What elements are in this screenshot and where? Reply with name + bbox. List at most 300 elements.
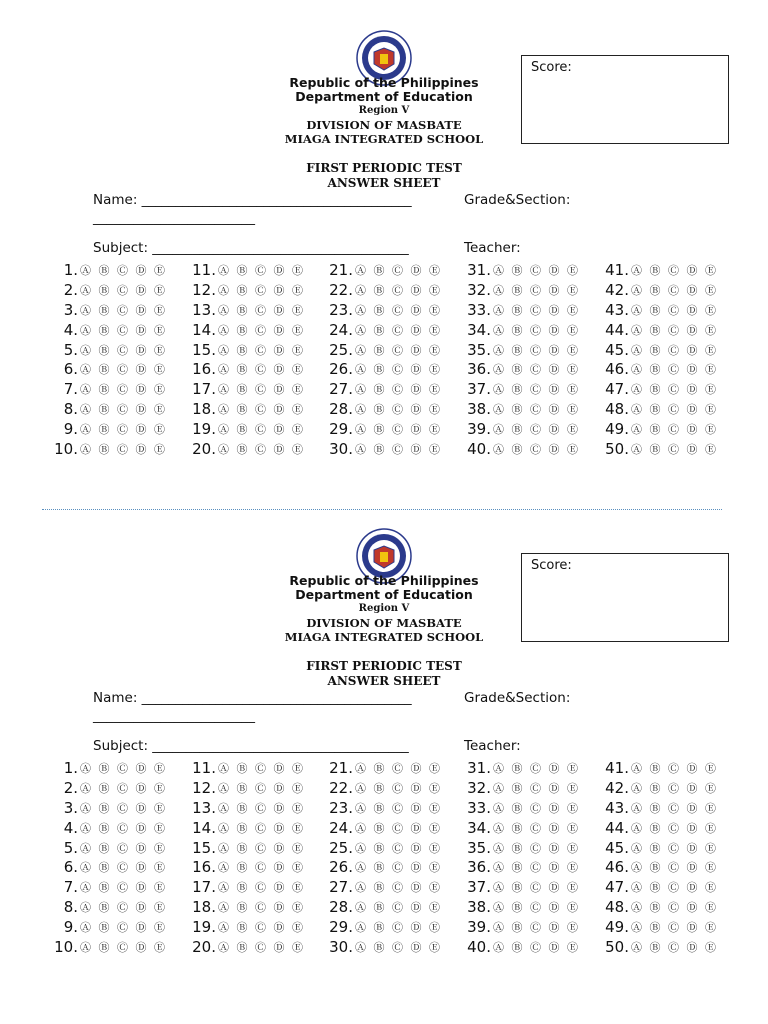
answer-bubbles[interactable]: Ⓐ Ⓑ Ⓒ Ⓓ Ⓔ [493,861,579,875]
answer-item [178,280,318,300]
answer-item [591,758,731,778]
answer-item [178,419,318,439]
item-number: 49. [605,918,629,937]
item-number: 48. [605,400,629,419]
answer-item [40,818,180,838]
answer-item [178,897,318,917]
answer-item [453,439,593,459]
answer-bubbles[interactable]: Ⓐ Ⓑ Ⓒ Ⓓ Ⓔ [355,442,441,456]
answer-item [453,897,593,917]
item-number: 3. [63,798,78,817]
answer-column-3 [315,260,455,459]
item-number: 47. [605,878,629,897]
answer-bubbles[interactable]: Ⓐ Ⓑ Ⓒ Ⓓ Ⓔ [493,343,579,357]
item-number: 35. [467,340,491,359]
answer-bubbles[interactable]: Ⓐ Ⓑ Ⓒ Ⓓ Ⓔ [218,423,304,437]
teacher-field[interactable]: Teacher: [464,240,521,256]
item-number: 37. [467,878,491,897]
item-number: 17. [192,878,216,897]
answer-item [453,280,593,300]
item-number: 6. [63,858,78,877]
answer-bubbles[interactable]: Ⓐ Ⓑ Ⓒ Ⓓ Ⓔ [631,442,717,456]
answer-bubbles[interactable]: Ⓐ Ⓑ Ⓒ Ⓓ Ⓔ [631,263,717,277]
name-field-continuation[interactable]: ________________________ [93,210,255,226]
answer-item [40,439,180,459]
item-number: 10. [54,937,78,956]
answer-bubbles[interactable]: Ⓐ Ⓑ Ⓒ Ⓓ Ⓔ [631,423,717,437]
answer-item [591,937,731,957]
answer-item [591,877,731,897]
answer-column-1 [40,758,180,957]
answer-item [315,439,455,459]
answer-item [315,320,455,340]
answer-bubbles[interactable]: Ⓐ Ⓑ Ⓒ Ⓓ Ⓔ [631,363,717,377]
answer-bubbles[interactable]: Ⓐ Ⓑ Ⓒ Ⓓ Ⓔ [218,761,304,775]
answer-bubbles[interactable]: Ⓐ Ⓑ Ⓒ Ⓓ Ⓔ [80,303,166,317]
answer-bubbles[interactable]: Ⓐ Ⓑ Ⓒ Ⓓ Ⓔ [80,383,166,397]
answer-bubbles[interactable]: Ⓐ Ⓑ Ⓒ Ⓓ Ⓔ [355,283,441,297]
item-number: 14. [192,818,216,837]
answer-bubbles[interactable]: Ⓐ Ⓑ Ⓒ Ⓓ Ⓔ [218,263,304,277]
answer-bubbles[interactable]: Ⓐ Ⓑ Ⓒ Ⓓ Ⓔ [631,821,717,835]
answer-item [178,340,318,360]
answer-bubbles[interactable]: Ⓐ Ⓑ Ⓒ Ⓓ Ⓔ [355,303,441,317]
republic-label: Republic of the Philippines [289,573,479,588]
region-label: Region V [358,105,410,116]
answer-item [40,857,180,877]
answer-bubbles[interactable]: Ⓐ Ⓑ Ⓒ Ⓓ Ⓔ [80,940,166,954]
item-number: 8. [63,898,78,917]
answer-item [40,897,180,917]
test-title [234,659,534,689]
answer-bubbles[interactable]: Ⓐ Ⓑ Ⓒ Ⓓ Ⓔ [493,323,579,337]
item-number: 3. [63,300,78,319]
answer-bubbles[interactable]: Ⓐ Ⓑ Ⓒ Ⓓ Ⓔ [631,841,717,855]
item-number: 13. [192,300,216,319]
item-number: 22. [329,280,353,299]
answer-bubbles[interactable]: Ⓐ Ⓑ Ⓒ Ⓓ Ⓔ [631,781,717,795]
answer-item [40,937,180,957]
answer-item [40,917,180,937]
answer-bubbles[interactable]: Ⓐ Ⓑ Ⓒ Ⓓ Ⓔ [493,841,579,855]
answer-bubbles[interactable]: Ⓐ Ⓑ Ⓒ Ⓓ Ⓔ [218,343,304,357]
item-number: 33. [467,300,491,319]
answer-item [178,798,318,818]
answer-bubbles[interactable]: Ⓐ Ⓑ Ⓒ Ⓓ Ⓔ [218,781,304,795]
answer-bubbles[interactable]: Ⓐ Ⓑ Ⓒ Ⓓ Ⓔ [631,801,717,815]
item-number: 7. [63,878,78,897]
answer-bubbles[interactable]: Ⓐ Ⓑ Ⓒ Ⓓ Ⓔ [80,881,166,895]
answer-item [178,359,318,379]
answer-bubbles[interactable]: Ⓐ Ⓑ Ⓒ Ⓓ Ⓔ [80,841,166,855]
answer-item [40,778,180,798]
item-number: 23. [329,300,353,319]
answer-item [591,419,731,439]
item-number: 29. [329,918,353,937]
division-label: DIVISION OF MASBATE [306,616,462,630]
answer-item [591,818,731,838]
answer-item [315,260,455,280]
answer-bubbles[interactable]: Ⓐ Ⓑ Ⓒ Ⓓ Ⓔ [80,761,166,775]
answer-item [40,300,180,320]
cut-line-divider [42,509,722,510]
answer-item [591,399,731,419]
answer-item [453,857,593,877]
item-number: 27. [329,380,353,399]
answer-bubbles[interactable]: Ⓐ Ⓑ Ⓒ Ⓓ Ⓔ [218,801,304,815]
item-number: 2. [63,778,78,797]
school-header [234,574,534,644]
answer-bubbles[interactable]: Ⓐ Ⓑ Ⓒ Ⓓ Ⓔ [218,921,304,935]
answer-bubbles[interactable]: Ⓐ Ⓑ Ⓒ Ⓓ Ⓔ [355,821,441,835]
answer-item [453,419,593,439]
answer-bubbles[interactable]: Ⓐ Ⓑ Ⓒ Ⓓ Ⓔ [218,821,304,835]
answer-bubbles[interactable]: Ⓐ Ⓑ Ⓒ Ⓓ Ⓔ [80,801,166,815]
answer-item [453,379,593,399]
item-number: 26. [329,858,353,877]
item-number: 38. [467,898,491,917]
answer-bubbles[interactable]: Ⓐ Ⓑ Ⓒ Ⓓ Ⓔ [493,761,579,775]
item-number: 38. [467,400,491,419]
score-box[interactable] [521,553,729,642]
answer-bubbles[interactable]: Ⓐ Ⓑ Ⓒ Ⓓ Ⓔ [355,383,441,397]
answer-bubbles[interactable]: Ⓐ Ⓑ Ⓒ Ⓓ Ⓔ [631,303,717,317]
answer-item [591,838,731,858]
answer-bubbles[interactable]: Ⓐ Ⓑ Ⓒ Ⓓ Ⓔ [218,383,304,397]
item-number: 48. [605,898,629,917]
item-number: 21. [329,260,353,279]
answer-item [40,359,180,379]
answer-item [591,897,731,917]
answer-bubbles[interactable]: Ⓐ Ⓑ Ⓒ Ⓓ Ⓔ [493,423,579,437]
item-number: 46. [605,858,629,877]
subject-field[interactable]: Subject: ______________________________________ [93,240,409,256]
item-number: 50. [605,439,629,458]
answer-bubbles[interactable]: Ⓐ Ⓑ Ⓒ Ⓓ Ⓔ [80,323,166,337]
answer-item [453,359,593,379]
answer-bubbles[interactable]: Ⓐ Ⓑ Ⓒ Ⓓ Ⓔ [631,403,717,417]
answer-item [591,300,731,320]
answer-bubbles[interactable]: Ⓐ Ⓑ Ⓒ Ⓓ Ⓔ [631,343,717,357]
answer-bubbles[interactable]: Ⓐ Ⓑ Ⓒ Ⓓ Ⓔ [631,901,717,915]
answer-bubbles[interactable]: Ⓐ Ⓑ Ⓒ Ⓓ Ⓔ [493,881,579,895]
item-number: 27. [329,878,353,897]
answer-bubbles[interactable]: Ⓐ Ⓑ Ⓒ Ⓓ Ⓔ [80,363,166,377]
item-number: 33. [467,798,491,817]
answer-item [315,877,455,897]
item-number: 31. [467,758,491,777]
school-label: MIAGA INTEGRATED SCHOOL [284,132,484,146]
name-field[interactable]: Name: ________________________________________ [93,690,412,706]
item-number: 40. [467,937,491,956]
answer-bubbles[interactable]: Ⓐ Ⓑ Ⓒ Ⓓ Ⓔ [493,921,579,935]
item-number: 30. [329,439,353,458]
answer-bubbles[interactable]: Ⓐ Ⓑ Ⓒ Ⓓ Ⓔ [355,921,441,935]
department-label: Department of Education [295,587,473,602]
grade-section-field[interactable]: Grade&Section: [464,192,571,208]
item-number: 32. [467,778,491,797]
answer-item [178,439,318,459]
item-number: 34. [467,320,491,339]
answer-bubbles[interactable]: Ⓐ Ⓑ Ⓒ Ⓓ Ⓔ [493,383,579,397]
answer-item [315,340,455,360]
answer-bubbles[interactable]: Ⓐ Ⓑ Ⓒ Ⓓ Ⓔ [493,821,579,835]
answer-bubbles[interactable]: Ⓐ Ⓑ Ⓒ Ⓓ Ⓔ [493,283,579,297]
answer-item [40,758,180,778]
answer-bubbles[interactable]: Ⓐ Ⓑ Ⓒ Ⓓ Ⓔ [80,821,166,835]
item-number: 6. [63,360,78,379]
item-number: 13. [192,798,216,817]
answer-bubbles[interactable]: Ⓐ Ⓑ Ⓒ Ⓓ Ⓔ [80,861,166,875]
answer-bubbles[interactable]: Ⓐ Ⓑ Ⓒ Ⓓ Ⓔ [355,781,441,795]
answer-bubbles[interactable]: Ⓐ Ⓑ Ⓒ Ⓓ Ⓔ [80,283,166,297]
answer-item [453,917,593,937]
answer-bubbles[interactable]: Ⓐ Ⓑ Ⓒ Ⓓ Ⓔ [493,901,579,915]
answer-item [453,877,593,897]
answer-bubbles[interactable]: Ⓐ Ⓑ Ⓒ Ⓓ Ⓔ [80,343,166,357]
item-number: 34. [467,818,491,837]
answer-item [40,798,180,818]
answer-bubbles[interactable]: Ⓐ Ⓑ Ⓒ Ⓓ Ⓔ [631,940,717,954]
answer-item [178,778,318,798]
answer-bubbles[interactable]: Ⓐ Ⓑ Ⓒ Ⓓ Ⓔ [631,283,717,297]
answer-item [453,838,593,858]
answer-bubbles[interactable]: Ⓐ Ⓑ Ⓒ Ⓓ Ⓔ [218,940,304,954]
answer-bubbles[interactable]: Ⓐ Ⓑ Ⓒ Ⓓ Ⓔ [631,881,717,895]
answer-bubbles[interactable]: Ⓐ Ⓑ Ⓒ Ⓓ Ⓔ [355,323,441,337]
answer-item [178,320,318,340]
answer-bubbles[interactable]: Ⓐ Ⓑ Ⓒ Ⓓ Ⓔ [493,940,579,954]
answer-bubbles[interactable]: Ⓐ Ⓑ Ⓒ Ⓓ Ⓔ [355,841,441,855]
answer-item [315,300,455,320]
answer-bubbles[interactable]: Ⓐ Ⓑ Ⓒ Ⓓ Ⓔ [80,403,166,417]
answer-item [40,280,180,300]
school-header [234,76,534,146]
answer-item [453,937,593,957]
answer-bubbles[interactable]: Ⓐ Ⓑ Ⓒ Ⓓ Ⓔ [355,423,441,437]
item-number: 45. [605,340,629,359]
item-number: 25. [329,838,353,857]
answer-bubbles[interactable]: Ⓐ Ⓑ Ⓒ Ⓓ Ⓔ [355,263,441,277]
item-number: 42. [605,280,629,299]
answer-bubbles[interactable]: Ⓐ Ⓑ Ⓒ Ⓓ Ⓔ [218,323,304,337]
name-field[interactable]: Name: ________________________________________ [93,192,412,208]
test-title-line1: FIRST PERIODIC TEST [306,659,462,673]
answer-item [315,399,455,419]
answer-column-2 [178,758,318,957]
answer-item [40,379,180,399]
answer-bubbles[interactable]: Ⓐ Ⓑ Ⓒ Ⓓ Ⓔ [218,881,304,895]
answer-item [40,260,180,280]
answer-bubbles[interactable]: Ⓐ Ⓑ Ⓒ Ⓓ Ⓔ [355,761,441,775]
answer-item [315,897,455,917]
item-number: 23. [329,798,353,817]
answer-bubbles[interactable]: Ⓐ Ⓑ Ⓒ Ⓓ Ⓔ [218,901,304,915]
answer-item [178,838,318,858]
item-number: 10. [54,439,78,458]
item-number: 40. [467,439,491,458]
item-number: 1. [63,260,78,279]
answer-bubbles[interactable]: Ⓐ Ⓑ Ⓒ Ⓓ Ⓔ [493,801,579,815]
item-number: 39. [467,918,491,937]
item-number: 24. [329,320,353,339]
answer-bubbles[interactable]: Ⓐ Ⓑ Ⓒ Ⓓ Ⓔ [631,323,717,337]
answer-bubbles[interactable]: Ⓐ Ⓑ Ⓒ Ⓓ Ⓔ [631,861,717,875]
answer-bubbles[interactable]: Ⓐ Ⓑ Ⓒ Ⓓ Ⓔ [80,781,166,795]
item-number: 28. [329,400,353,419]
item-number: 46. [605,360,629,379]
answer-item [178,399,318,419]
item-number: 50. [605,937,629,956]
answer-bubbles[interactable]: Ⓐ Ⓑ Ⓒ Ⓓ Ⓔ [355,940,441,954]
answer-item [591,340,731,360]
test-title-line1: FIRST PERIODIC TEST [306,161,462,175]
answer-bubbles[interactable]: Ⓐ Ⓑ Ⓒ Ⓓ Ⓔ [80,901,166,915]
answer-bubbles[interactable]: Ⓐ Ⓑ Ⓒ Ⓓ Ⓔ [493,263,579,277]
answer-item [591,280,731,300]
answer-bubbles[interactable]: Ⓐ Ⓑ Ⓒ Ⓓ Ⓔ [493,363,579,377]
answer-bubbles[interactable]: Ⓐ Ⓑ Ⓒ Ⓓ Ⓔ [355,901,441,915]
answer-bubbles[interactable]: Ⓐ Ⓑ Ⓒ Ⓓ Ⓔ [631,761,717,775]
item-number: 4. [63,818,78,837]
answer-bubbles[interactable]: Ⓐ Ⓑ Ⓒ Ⓓ Ⓔ [355,801,441,815]
answer-column-1 [40,260,180,459]
answer-item [591,379,731,399]
answer-column-5 [591,758,731,957]
answer-bubbles[interactable]: Ⓐ Ⓑ Ⓒ Ⓓ Ⓔ [80,423,166,437]
answer-item [40,877,180,897]
answer-item [591,439,731,459]
item-number: 7. [63,380,78,399]
answer-bubbles[interactable]: Ⓐ Ⓑ Ⓒ Ⓓ Ⓔ [355,403,441,417]
test-title [234,161,534,191]
answer-column-3 [315,758,455,957]
answer-bubbles[interactable]: Ⓐ Ⓑ Ⓒ Ⓓ Ⓔ [80,263,166,277]
answer-item [178,300,318,320]
item-number: 20. [192,937,216,956]
item-number: 43. [605,798,629,817]
answer-item [315,857,455,877]
answer-bubbles[interactable]: Ⓐ Ⓑ Ⓒ Ⓓ Ⓔ [493,442,579,456]
item-number: 26. [329,360,353,379]
item-number: 16. [192,858,216,877]
item-number: 19. [192,918,216,937]
item-number: 21. [329,758,353,777]
answer-item [591,798,731,818]
item-number: 41. [605,260,629,279]
answer-bubbles[interactable]: Ⓐ Ⓑ Ⓒ Ⓓ Ⓔ [218,403,304,417]
test-title-line2: ANSWER SHEET [327,674,441,688]
answer-bubbles[interactable]: Ⓐ Ⓑ Ⓒ Ⓓ Ⓔ [218,363,304,377]
answer-item [315,937,455,957]
item-number: 5. [63,838,78,857]
answer-item [315,798,455,818]
item-number: 43. [605,300,629,319]
answer-item [315,419,455,439]
answer-item [453,300,593,320]
item-number: 25. [329,340,353,359]
answer-item [453,758,593,778]
answer-bubbles[interactable]: Ⓐ Ⓑ Ⓒ Ⓓ Ⓔ [218,442,304,456]
answer-item [178,260,318,280]
answer-grid [0,260,768,460]
answer-bubbles[interactable]: Ⓐ Ⓑ Ⓒ Ⓓ Ⓔ [631,383,717,397]
answer-item [40,419,180,439]
answer-item [453,778,593,798]
item-number: 15. [192,340,216,359]
item-number: 15. [192,838,216,857]
answer-bubbles[interactable]: Ⓐ Ⓑ Ⓒ Ⓓ Ⓔ [631,921,717,935]
answer-grid [0,758,768,958]
answer-item [453,399,593,419]
item-number: 16. [192,360,216,379]
subject-field[interactable]: Subject: ______________________________________ [93,738,409,754]
answer-bubbles[interactable]: Ⓐ Ⓑ Ⓒ Ⓓ Ⓔ [355,363,441,377]
item-number: 2. [63,280,78,299]
item-number: 9. [63,420,78,439]
answer-item [453,320,593,340]
answer-bubbles[interactable]: Ⓐ Ⓑ Ⓒ Ⓓ Ⓔ [80,921,166,935]
answer-bubbles[interactable]: Ⓐ Ⓑ Ⓒ Ⓓ Ⓔ [493,303,579,317]
answer-sheet-top [0,20,768,500]
answer-bubbles[interactable]: Ⓐ Ⓑ Ⓒ Ⓓ Ⓔ [355,881,441,895]
grade-section-field[interactable]: Grade&Section: [464,690,571,706]
answer-bubbles[interactable]: Ⓐ Ⓑ Ⓒ Ⓓ Ⓔ [355,343,441,357]
answer-bubbles[interactable]: Ⓐ Ⓑ Ⓒ Ⓓ Ⓔ [493,781,579,795]
school-label: MIAGA INTEGRATED SCHOOL [284,630,484,644]
item-number: 12. [192,778,216,797]
answer-item [315,758,455,778]
answer-item [315,359,455,379]
item-number: 45. [605,838,629,857]
answer-bubbles[interactable]: Ⓐ Ⓑ Ⓒ Ⓓ Ⓔ [493,403,579,417]
answer-bubbles[interactable]: Ⓐ Ⓑ Ⓒ Ⓓ Ⓔ [218,283,304,297]
answer-item [178,379,318,399]
item-number: 44. [605,818,629,837]
answer-bubbles[interactable]: Ⓐ Ⓑ Ⓒ Ⓓ Ⓔ [80,442,166,456]
answer-bubbles[interactable]: Ⓐ Ⓑ Ⓒ Ⓓ Ⓔ [218,303,304,317]
answer-item [453,340,593,360]
answer-bubbles[interactable]: Ⓐ Ⓑ Ⓒ Ⓓ Ⓔ [218,841,304,855]
item-number: 12. [192,280,216,299]
item-number: 17. [192,380,216,399]
answer-item [40,340,180,360]
answer-bubbles[interactable]: Ⓐ Ⓑ Ⓒ Ⓓ Ⓔ [218,861,304,875]
item-number: 36. [467,360,491,379]
item-number: 18. [192,400,216,419]
item-number: 31. [467,260,491,279]
answer-item [591,260,731,280]
teacher-field[interactable]: Teacher: [464,738,521,754]
answer-item [591,857,731,877]
division-label: DIVISION OF MASBATE [306,118,462,132]
answer-item [178,917,318,937]
score-box[interactable] [521,55,729,144]
republic-label: Republic of the Philippines [289,75,479,90]
answer-item [591,320,731,340]
answer-bubbles[interactable]: Ⓐ Ⓑ Ⓒ Ⓓ Ⓔ [355,861,441,875]
item-number: 19. [192,420,216,439]
item-number: 29. [329,420,353,439]
item-number: 44. [605,320,629,339]
name-field-continuation[interactable]: ________________________ [93,708,255,724]
answer-item [40,838,180,858]
answer-item [591,359,731,379]
item-number: 11. [192,758,216,777]
answer-item [453,818,593,838]
score-label: Score: [531,558,572,573]
region-label: Region V [358,603,410,614]
